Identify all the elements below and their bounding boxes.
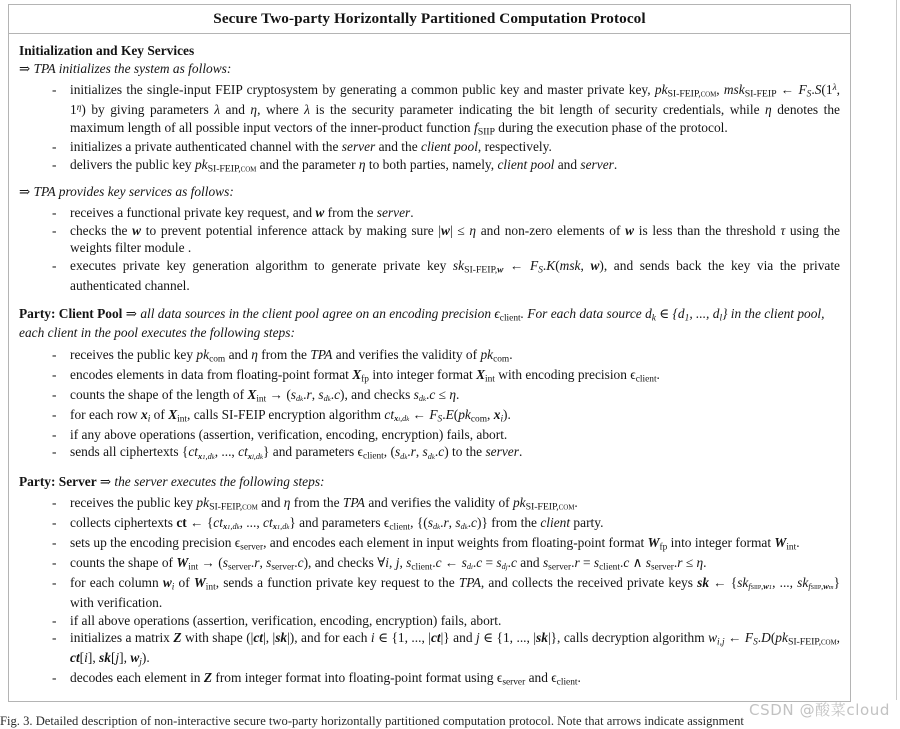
section-heading-initialization-label: Initialization and Key Services bbox=[19, 43, 195, 59]
list-item: - counts the shape of $W_{int} \to (s_{server}.r$, $s_{server}.c$), and checks ∀i, j, $s_{client}.c$ ← sdi.c = sdj.c and $s_{server}.r = s_{client}.c$ ∧ $s_{server}.r \le \eta$. bbox=[19, 554, 840, 574]
section-heading-client-pool-label: Party: Client Pool bbox=[19, 305, 123, 321]
list-item: - sends all ciphertexts {ctx1,dk, ..., ctxl,dk} and parameters $\epsilon_{client}$, (sdk.r, sdk.c) to the server. bbox=[19, 443, 840, 463]
section-heading-initialization bbox=[19, 42, 840, 59]
step-list-client-pool bbox=[19, 346, 840, 464]
list-item: - if all above operations (assertion, verification, encoding, encryption) fails, abort. bbox=[19, 612, 840, 630]
protocol-figure-box bbox=[8, 4, 851, 702]
list-item: - sets up the encoding precision $\epsilon_{server}$, and encodes each element in input weights from floating-point format $W_{fp}$ into integer format $W_{int}$. bbox=[19, 534, 840, 554]
arrow-line-tpa-initializes-text: ⇒ TPA initializes the system as follows: bbox=[19, 60, 232, 76]
list-item: - collects ciphertexts ct ← {ctx1,dk, ..., ctx1,dk} and parameters $\epsilon_{client}$, {(sdk.r, sdk.c)} from the client party. bbox=[19, 514, 840, 534]
step-list-server bbox=[19, 494, 840, 689]
list-item: - initializes a matrix Z with shape (|ct|, |sk|), and for each i ∈ {1, ..., |ct|} and j ∈ {1, ..., |sk|}, calls decryption algorithm $w_{i,j}$ ← $F_S.D(pkSI-FEIP,com$, ct[i], sk[j], $w_j$). bbox=[19, 629, 840, 669]
page-edge-rule bbox=[896, 0, 897, 700]
arrow-line-tpa-key-services bbox=[19, 183, 840, 200]
figure-caption: Fig. 3. Detailed description of non-interactive secure two-party horizontally partitioned computation protocol. Note that arrows indicate assignment bbox=[0, 714, 744, 728]
section-heading-server bbox=[19, 473, 840, 490]
arrow-line-tpa-initializes bbox=[19, 60, 840, 77]
list-item: - delivers the public key pkSI-FEIP,com and the parameter η to both parties, namely, client pool and server. bbox=[19, 156, 840, 176]
list-item: - receives a functional private key request, and w from the server. bbox=[19, 204, 840, 222]
list-item: - for each column $w_i$ of $W_{int}$, sends a function private key request to the TPA, and collects the received private keys sk ← {skfSIIP,w1, ..., skfSIIP,wm} with verification. bbox=[19, 574, 840, 612]
list-item: - initializes the single-input FEIP cryptosystem by generating a common public key and master private key, pkSI-FEIP,com, mskSI-FEIP ← $F_S.S(1^\lambda$, $1^\eta$) by giving parameters λ and η, where λ is the security parameter indicating the bit length of security credentials, while η denotes the maximum length of all possible input vectors of the inner-product function fSIIP during the execution phase of the protocol. bbox=[19, 81, 840, 138]
step-list-tpa-initializes bbox=[19, 81, 840, 176]
csdn-watermark: CSDN @酸菜cloud bbox=[749, 701, 890, 719]
section-heading-client-pool bbox=[19, 305, 840, 342]
list-item: - counts the shape of the length of $X_{int} \to (sdk.r$, sdk.c), and checks sdk.c ≤ η. bbox=[19, 386, 840, 406]
section-heading-client-pool-tail: ⇒ all data sources in the client pool agree on an encoding precision $\epsilon_{client}$. For each data source $d_k$ ∈ {$d_1$, ..., $d_l$} in the client pool, each client in the pool executes the following steps: bbox=[19, 305, 825, 341]
list-item: - if any above operations (assertion, verification, encoding, encryption) fails, abort. bbox=[19, 426, 840, 444]
list-item: - for each row $x_i$ of $X_{int}$, calls SI-FEIP encryption algorithm ctxi,dk ← $F_S.E(pk_{com}$, $x_i$). bbox=[19, 406, 840, 426]
section-heading-server-tail: ⇒ the server executes the following steps: bbox=[99, 474, 325, 490]
list-item: - encodes elements in data from floating-point format $X_{fp}$ into integer format $X_{int}$ with encoding precision $\epsilon_{client}$. bbox=[19, 366, 840, 386]
list-item: - executes private key generation algorithm to generate private key skSI-$FEIP,_w$ ← $F_S.K(msk$, w), and sends back the key via the private authenticated channel. bbox=[19, 257, 840, 295]
spacer bbox=[19, 465, 840, 473]
spacer bbox=[19, 297, 840, 305]
list-item: - receives the public key $pk_{com}$ and η from the TPA and verifies the validity of $pk_{com}$. bbox=[19, 346, 840, 366]
list-item: - receives the public key pkSI-FEIP,com and η from the TPA and verifies the validity of pkSI-FEIP,com. bbox=[19, 494, 840, 514]
arrow-line-tpa-key-services-text: ⇒ TPA provides key services as follows: bbox=[19, 183, 234, 199]
section-heading-server-label: Party: Server bbox=[19, 474, 97, 490]
list-item: - checks the w to prevent potential inference attack by making sure |w| ≤ η and non-zero elements of w is less than the threshold τ using the weights filter module . bbox=[19, 222, 840, 257]
figure-body bbox=[9, 34, 850, 701]
step-list-tpa-key-services bbox=[19, 204, 840, 295]
list-item: - initializes a private authenticated channel with the server and the client pool, respectively. bbox=[19, 138, 840, 156]
figure-title: Secure Two-party Horizontally Partitioned Computation Protocol bbox=[9, 5, 850, 34]
list-item: - decodes each element in Z from integer format into floating-point format using $\epsilon_{server}$ and $\epsilon_{client}$. bbox=[19, 669, 840, 689]
